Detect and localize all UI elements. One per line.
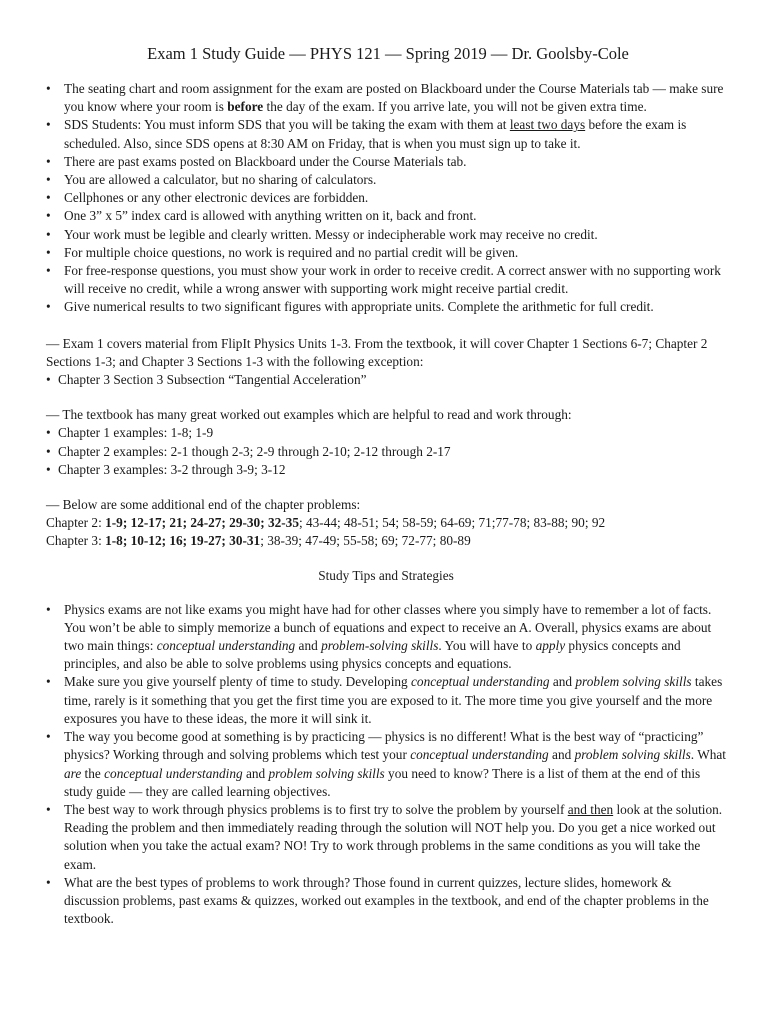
list-item: • For free-response questions, you must show your work in order to receive credit. A correct answer with no supporting work will receive no credit, while a wrong answer with supporting work might receive partial credit. bbox=[46, 262, 726, 298]
list-item: • Chapter 3 Section 3 Subsection “Tangential Acceleration” bbox=[46, 371, 726, 389]
coverage-intro: — Exam 1 covers material from FlipIt Physics Units 1-3. From the textbook, it will cover Chapter 1 Sections 6-7; Chapter 2 Sections 1-3; and Chapter 3 Sections 1-3 with the following exception: bbox=[46, 335, 708, 369]
study-guide-page bbox=[46, 44, 726, 928]
exam-logistics-list bbox=[46, 80, 726, 317]
list-item: • Make sure you give yourself plenty of time to study. Developing conceptual understanding and problem solving skills takes time, rarely is it something that you get the first time you are exposed to it. The more time you give yourself and the more exposures you have to these ideas, the more it will sink it. bbox=[46, 673, 726, 728]
list-item: • The best way to work through physics problems is to first try to solve the problem by yourself and then look at the solution. Reading the problem and then immediately reading through the solution will NOT help you. Do you get a nice worked out solution when you take the actual exam? NO! Try to work through problems in the same conditions as you will take the exam. bbox=[46, 801, 726, 874]
list-item: • Chapter 1 examples: 1-8; 1-9 bbox=[46, 424, 726, 442]
problems-chapter-2: Chapter 2: 1-9; 12-17; 21; 24-27; 29-30; 32-35; 43-44; 48-51; 54; 58-59; 64-69; 71;77-78; 83-88; 90; 92 bbox=[46, 515, 606, 531]
list-item: • The seating chart and room assignment for the exam are posted on Blackboard under the Course Materials tab — make sure you know where your room is before the day of the exam. If you arrive late, you will not be given extra time. bbox=[46, 80, 726, 116]
list-item: • SDS Students: You must inform SDS that you will be taking the exam with them at least two days before the exam is scheduled. Also, since SDS opens at 8:30 AM on Friday, that is when you must sign up to take it. bbox=[46, 116, 726, 152]
section-heading: Study Tips and Strategies bbox=[318, 567, 454, 583]
list-item: • The way you become good at something is by practicing — physics is no different! What is the best way of “practicing” physics? Working through and solving problems which test your conceptual understanding and problem solving skills. What are the conceptual understanding and problem solving skills you need to know? There is a list of them at the end of this study guide — they are called learning objectives. bbox=[46, 728, 726, 801]
study-tips-list bbox=[46, 601, 726, 929]
problems-chapter-3: Chapter 3: 1-8; 10-12; 16; 19-27; 30-31; 38-39; 47-49; 55-58; 69; 72-77; 80-89 bbox=[46, 533, 471, 549]
examples-list bbox=[46, 424, 726, 479]
list-item: • Physics exams are not like exams you might have had for other classes where you simply have to remember a lot of facts. You won’t be able to simply memorize a bunch of equations and expect to receive an A. Overall, physics exams are about two main things: conceptual understanding and problem-solving skills. You will have to apply physics concepts and principles, and also be able to solve problems using physics concepts and equations. bbox=[46, 601, 726, 674]
list-item: • One 3” x 5” index card is allowed with anything written on it, back and front. bbox=[46, 207, 726, 225]
examples-intro: — The textbook has many great worked out examples which are helpful to read and work through: bbox=[46, 407, 572, 423]
coverage-exception-list bbox=[46, 371, 726, 389]
list-item: • Cellphones or any other electronic devices are forbidden. bbox=[46, 189, 726, 207]
list-item: • You are allowed a calculator, but no sharing of calculators. bbox=[46, 171, 726, 189]
problems-intro: — Below are some additional end of the chapter problems: bbox=[46, 497, 361, 513]
list-item: • Chapter 2 examples: 2-1 though 2-3; 2-9 through 2-10; 2-12 through 2-17 bbox=[46, 443, 726, 461]
page-title: Exam 1 Study Guide — PHYS 121 — Spring 2019 — Dr. Goolsby-Cole bbox=[147, 44, 629, 63]
list-item: • Your work must be legible and clearly written. Messy or indecipherable work may receive no credit. bbox=[46, 226, 726, 244]
list-item: • What are the best types of problems to work through? Those found in current quizzes, lecture slides, homework & discussion problems, past exams & quizzes, worked out examples in the textbook, and end of the chapter problems in the textbook. bbox=[46, 874, 726, 929]
list-item: • Give numerical results to two significant figures with appropriate units. Complete the arithmetic for full credit. bbox=[46, 298, 726, 316]
list-item: • Chapter 3 examples: 3-2 through 3-9; 3-12 bbox=[46, 461, 726, 479]
list-item: • There are past exams posted on Blackboard under the Course Materials tab. bbox=[46, 153, 726, 171]
list-item: • For multiple choice questions, no work is required and no partial credit will be given. bbox=[46, 244, 726, 262]
